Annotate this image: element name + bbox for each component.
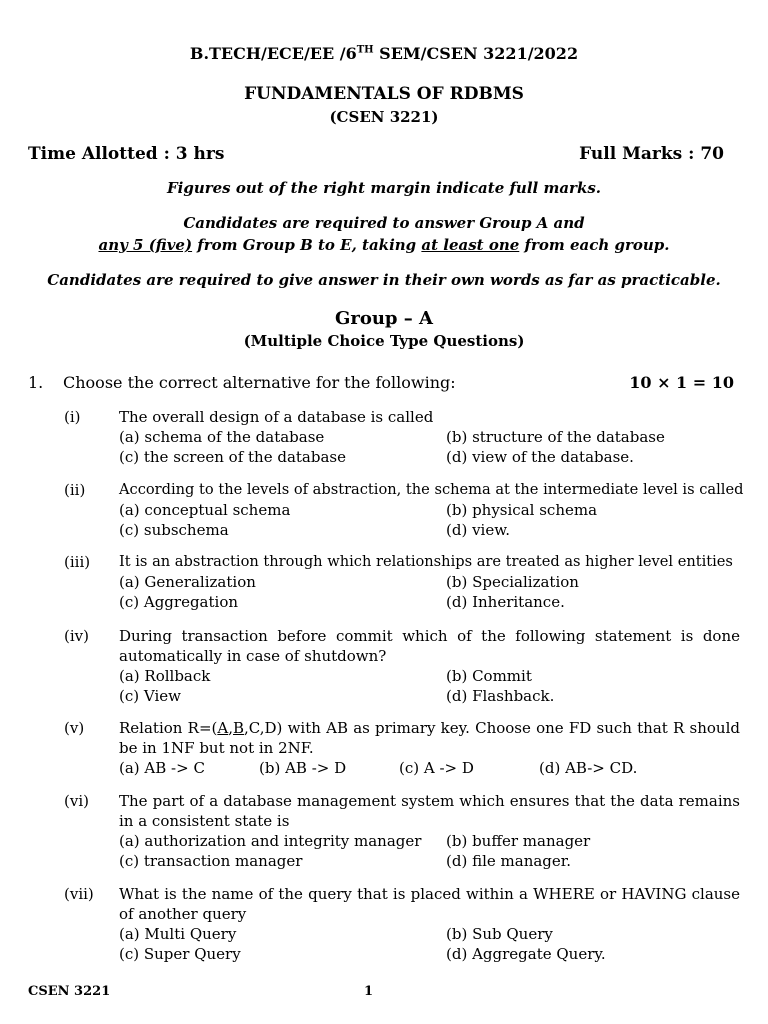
mcq-number: (iii) [64, 553, 91, 571]
mcq-option-c: (c) Aggregation [119, 593, 239, 611]
mcq-question: It is an abstraction through which relationships are treated as higher level entities [119, 553, 733, 570]
mcq-option-a: (a) authorization and integrity manager [119, 832, 422, 850]
mcq-option-c: (c) transaction manager [119, 852, 303, 870]
mcq-option-a: (a) schema of the database [119, 428, 325, 446]
mcq-option-a: (a) conceptual schema [119, 501, 291, 519]
mcq-option-a: (a) Generalization [119, 573, 256, 591]
mcq-number: (i) [64, 408, 81, 426]
mcq-question: During transaction before commit which of the following statement is done automatically in case of shutdown? [119, 627, 740, 665]
mcq-option-d: (d) view of the database. [446, 448, 634, 466]
mcq-option-a: (a) AB -> C [119, 759, 205, 777]
question-text: Choose the correct alternative for the following: [63, 373, 456, 392]
mcq-option-d: (d) Inheritance. [446, 593, 565, 611]
mcq-option-d: (d) Aggregate Query. [446, 945, 606, 963]
instruction-marks: Figures out of the right margin indicate full marks. [166, 179, 602, 197]
mcq-question: The part of a database management system which ensures that the data remains in a consistent state is [119, 792, 740, 830]
mcq-option-d: (d) AB-> CD. [539, 759, 638, 777]
group-title: Group – A [334, 308, 434, 329]
mcq-option-c: (c) View [119, 687, 181, 705]
mcq-option-b: (b) Sub Query [446, 925, 553, 943]
mcq-question: The overall design of a database is called [119, 408, 434, 426]
paper-subtitle: (CSEN 3221) [329, 108, 439, 126]
mcq-number: (vi) [64, 792, 89, 810]
mcq-option-c: (c) A -> D [399, 759, 474, 777]
mcq-option-b: (b) AB -> D [259, 759, 347, 777]
mcq-option-d: (d) view. [446, 521, 511, 539]
instruction-own-words: Candidates are required to give answer in their own words as far as practicable. [47, 271, 721, 289]
instruction-group-a: Candidates are required to answer Group A and [183, 214, 585, 232]
mcq-option-d: (d) file manager. [446, 852, 572, 870]
question-marks: 10 × 1 = 10 [629, 373, 734, 392]
mcq-option-c: (c) subschema [119, 521, 229, 539]
mcq-option-c: (c) the screen of the database [119, 448, 346, 466]
mcq-option-b: (b) buffer manager [446, 832, 591, 850]
question-number: 1. [28, 373, 44, 392]
footer-paper-code: CSEN 3221 [28, 984, 111, 999]
mcq-number: (ii) [64, 481, 86, 499]
mcq-number: (vii) [64, 885, 94, 903]
mcq-option-b: (b) physical schema [446, 501, 598, 519]
mcq-question: According to the levels of abstraction, the schema at the intermediate level is called [119, 481, 744, 498]
paper-title: FUNDAMENTALS OF RDBMS [244, 84, 524, 104]
paper-code: B.TECH/ECE/EE /6TH SEM/CSEN 3221/2022 [189, 44, 579, 63]
mcq-question: What is the name of the query that is placed within a WHERE or HAVING clause of another query [119, 885, 740, 923]
page-number: 1 [364, 984, 374, 999]
mcq-option-c: (c) Super Query [119, 945, 241, 963]
time-allotted: Time Allotted : 3 hrs [28, 144, 225, 164]
mcq-option-a: (a) Rollback [119, 667, 211, 685]
mcq-option-d: (d) Flashback. [446, 687, 555, 705]
mcq-option-a: (a) Multi Query [119, 925, 237, 943]
mcq-number: (v) [64, 719, 85, 737]
mcq-number: (iv) [64, 627, 89, 645]
instruction-groups: any 5 (five) from Group B to E, taking at least one from each group. [98, 236, 670, 254]
full-marks: Full Marks : 70 [579, 144, 724, 164]
mcq-option-b: (b) structure of the database [446, 428, 665, 446]
mcq-option-b: (b) Specialization [446, 573, 579, 591]
mcq-option-b: (b) Commit [446, 667, 532, 685]
group-subtitle: (Multiple Choice Type Questions) [243, 332, 525, 350]
mcq-question: Relation R=(A,B,C,D) with AB as primary key. Choose one FD such that R should be in 1NF but not in 2NF. [119, 719, 740, 757]
